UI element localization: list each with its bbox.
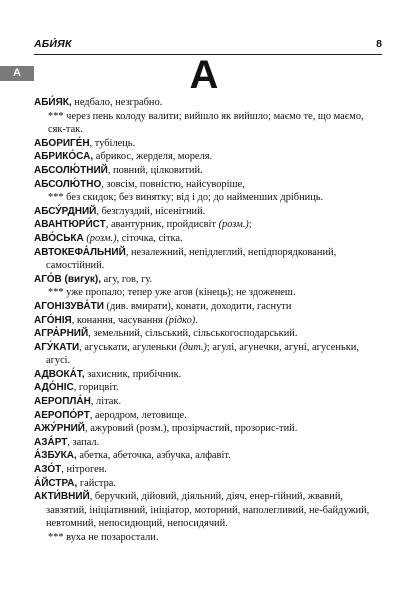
entry-headword: АГРА́РНИЙ — [34, 328, 89, 340]
entry-definition: , конання, часування — [71, 314, 166, 326]
dictionary-entry — [34, 205, 384, 219]
dictionary-entry — [34, 178, 384, 192]
entry-definition: , аеродром, летовище. — [89, 409, 187, 421]
entry-headword: АГУ́КАТИ — [34, 341, 80, 353]
entry-headword: АДО́НІС — [34, 382, 74, 394]
entry-headword: АБСОЛЮ́ТНИЙ — [34, 164, 108, 176]
entry-headword: АДВОКА́Т, — [34, 368, 85, 380]
entry-definition: , запал. — [67, 436, 100, 448]
entry-headword: АГОНІЗУВА́ТИ — [34, 300, 104, 312]
entry-headword: АБСУ́РДНИЙ — [34, 205, 97, 217]
entry-definition-tail: . — [195, 314, 198, 326]
entry-usage-label: (розм.) — [86, 232, 117, 244]
section-letter: А — [189, 53, 219, 97]
entry-definition: , незалежний, непідлеглий, непідпорядкований, самостійний. — [46, 246, 337, 272]
entry-definition: , тубілець. — [89, 137, 136, 149]
entry-definition: , повний, цілковитий. — [107, 164, 203, 176]
entry-headword: АЕРОПЛА́Н — [34, 396, 91, 408]
dictionary-entry — [34, 341, 384, 368]
entry-headword: АЖУ́РНИЙ — [34, 423, 85, 435]
dictionary-entry — [34, 96, 384, 110]
entry-headword: А́ЙСТРА, — [34, 477, 78, 489]
dictionary-entry — [34, 314, 384, 328]
entry-definition: , нітроген. — [61, 464, 107, 476]
dictionary-entry — [34, 422, 384, 436]
entry-definition: абрикос, жерделя, мореля. — [93, 151, 213, 163]
entry-definition: (див. вмирати), конати, доходити, гаснути — [103, 300, 292, 312]
entry-note: *** вуха не позаростали. — [48, 532, 159, 543]
entry-headword: АБИ́ЯК, — [34, 97, 72, 108]
entry-headword: АВО́СЬКА — [34, 232, 84, 244]
entry-headword: АБОРИГЕ́Н — [34, 137, 90, 149]
entry-definition: , авантурник, пройдисвіт — [105, 219, 219, 231]
dictionary-entry — [34, 273, 384, 287]
entry-headword: АВТОКЕФА́ЛЬНИЙ — [34, 246, 126, 258]
entry-headword: АЕРОПО́РТ — [34, 409, 90, 421]
dictionary-entry — [34, 409, 384, 423]
dictionary-entry — [34, 164, 384, 178]
dictionary-entries — [34, 96, 384, 545]
dictionary-entry — [34, 436, 384, 450]
entry-definition: недбало, незграбно. — [71, 97, 163, 108]
dictionary-entry — [34, 463, 384, 477]
entry-note: *** через пень колоду валити; вийшло як вийшло; маємо те, що маємо, сяк-так. — [48, 110, 364, 136]
entry-definition: захисник, прибічник. — [84, 368, 182, 380]
entry-definition-tail: ; агулі, агунечки, агуні, агусеньки, агусі. — [46, 341, 359, 367]
dictionary-entry — [34, 137, 384, 151]
entry-headword: АКТИ́ВНИЙ — [34, 491, 90, 503]
entry-headword: АГО́НІЯ — [34, 314, 72, 326]
dictionary-entry — [34, 218, 384, 232]
dictionary-entry — [34, 327, 384, 341]
entry-usage-label: (рідко) — [165, 314, 196, 326]
section-tab: А — [0, 66, 34, 81]
entry-definition-tail: , сіточка, сітка. — [116, 232, 183, 244]
entry-definition: , горицвіт. — [73, 382, 119, 394]
entry-note: *** уже пропало; тепер уже агов (кінець); не здоженеш. — [48, 287, 296, 299]
dictionary-entry — [34, 246, 384, 273]
entry-headword: АВАНТЮРИ́СТ — [34, 219, 106, 231]
dictionary-entry — [34, 381, 384, 395]
running-headword: АБИ́ЯК — [34, 38, 72, 50]
entry-headword: АГО́В (вигук), — [34, 273, 102, 285]
dictionary-entry — [34, 449, 384, 463]
dictionary-entry — [34, 490, 384, 531]
entry-headword: АБСОЛЮ́ТНО — [34, 178, 102, 190]
entry-headword: АЗО́Т — [34, 464, 62, 476]
dictionary-entry — [34, 368, 384, 382]
entry-definition: абетка, абеточка, азбучка, алфавіт. — [76, 450, 231, 462]
entry-definition-tail: ; — [248, 219, 252, 231]
dictionary-entry — [34, 395, 384, 409]
entry-usage-label: (дит.) — [179, 341, 207, 353]
dictionary-entry — [34, 150, 384, 164]
entry-headword: АБРИКО́СА, — [34, 151, 94, 163]
entry-definition: , беручкий, дійовий, діяльний, діяч, енер-гійний, жвавий, завзятий, ініціативний, ініціатор, моторний, наполегливий, не-байдужий, невтомний, непосидющий, непосидячий. — [46, 491, 370, 530]
entry-headword: АЗА́РТ — [34, 436, 68, 448]
entry-definition: гайстра. — [77, 477, 116, 489]
entry-definition: , земельний, сільський, сільськогосподарський. — [88, 328, 298, 340]
entry-definition: , зовсім, повністю, найсуворіше, — [101, 178, 245, 190]
entry-usage-label: (розм.) — [218, 219, 249, 231]
entry-definition: , ажуровий (розм.), прозірчастий, прозорис-тий. — [85, 423, 298, 435]
entry-definition: , літак. — [90, 396, 122, 408]
entry-definition: агу, гов, гу. — [101, 273, 153, 285]
entry-definition: , безглуздий, нісенітний. — [96, 205, 206, 217]
entry-note: *** без скидок; без винятку; від і до; до найменших дрібниць. — [48, 192, 324, 204]
dictionary-entry — [34, 477, 384, 491]
entry-definition: , агуськати, агуленьки — [79, 341, 180, 353]
page-number: 8 — [376, 38, 382, 50]
dictionary-entry — [34, 300, 384, 314]
entry-headword: А́ЗБУКА, — [34, 450, 77, 462]
dictionary-entry — [34, 232, 384, 246]
